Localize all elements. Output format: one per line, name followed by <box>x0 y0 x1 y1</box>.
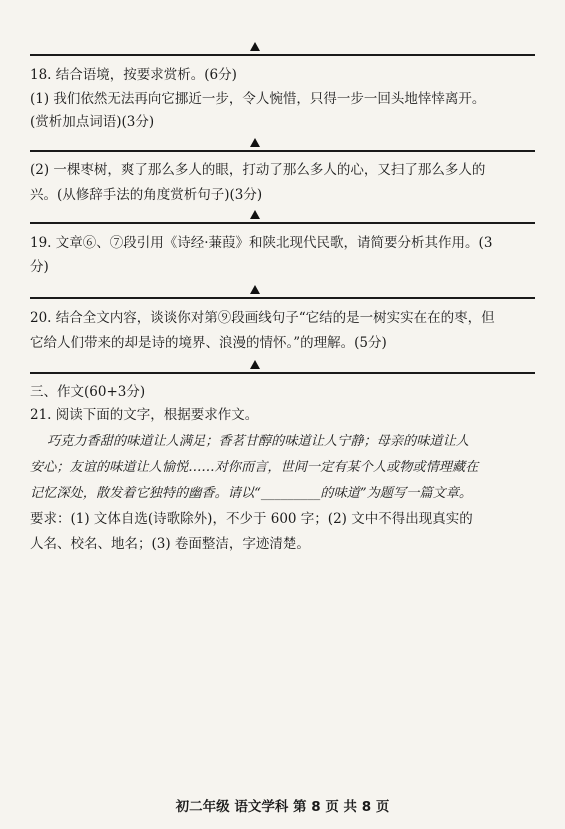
q21-stem: 21. 阅读下面的文字，根据要求作文。 <box>30 407 259 423</box>
answer-line <box>30 54 535 56</box>
answer-marker-triangle <box>250 360 260 369</box>
requirements-line2: 人名、校名、地名；(3) 卷面整洁，字迹清楚。 <box>30 536 310 552</box>
answer-marker-triangle <box>250 210 260 219</box>
answer-marker-triangle <box>250 138 260 147</box>
q18-stem: 18. 结合语境，按要求赏析。(6分) <box>30 67 237 83</box>
q18-part2-line1: (2) 一棵枣树，爽了那么多人的眼，打动了那么多人的心，又扫了那么多人的 <box>30 162 486 178</box>
q19-line1: 19. 文章⑥、⑦段引用《诗经·蒹葭》和陕北现代民歌，请简要分析其作用。(3 <box>30 235 493 251</box>
answer-line <box>30 297 535 299</box>
q20-line1: 20. 结合全文内容，谈谈你对第⑨段画线句子“它结的是一树实实在在的枣，但 <box>30 310 495 326</box>
q19-line2: 分) <box>30 259 49 275</box>
answer-line <box>30 150 535 152</box>
q18-part2-line2: 兴。(从修辞手法的角度赏析句子)(3分) <box>30 187 263 203</box>
q18-part1-line1: (1) 我们依然无法再向它挪近一步，令人惋惜，只得一步一回头地悻悻离开。 <box>30 91 486 107</box>
prompt-passage-line2: 安心；友谊的味道让人愉悦……对你而言，世间一定有某个人或物或情理藏在 <box>30 460 479 475</box>
answer-marker-triangle <box>250 285 260 294</box>
answer-line <box>30 222 535 224</box>
q18-part1-line2: (赏析加点词语)(3分) <box>30 114 155 130</box>
section3-heading: 三、作文(60+3分) <box>30 384 146 400</box>
requirements-line1: 要求：(1) 文体自选(诗歌除外)，不少于 600 字；(2) 文中不得出现真实的 <box>30 511 473 527</box>
prompt-passage-line3: 记忆深处，散发着它独特的幽香。请以“_________的味道”为题写一篇文章。 <box>30 486 473 501</box>
page-footer: 初二年级 语文学科 第 8 页 共 8 页 <box>175 799 390 815</box>
prompt-passage-line1: 巧克力香甜的味道让人满足；香茗甘醇的味道让人宁静；母亲的味道让人 <box>47 434 469 449</box>
q20-line2: 它给人们带来的却是诗的境界、浪漫的情怀。”的理解。(5分) <box>30 335 387 351</box>
answer-marker-triangle <box>250 42 260 51</box>
answer-line <box>30 372 535 374</box>
